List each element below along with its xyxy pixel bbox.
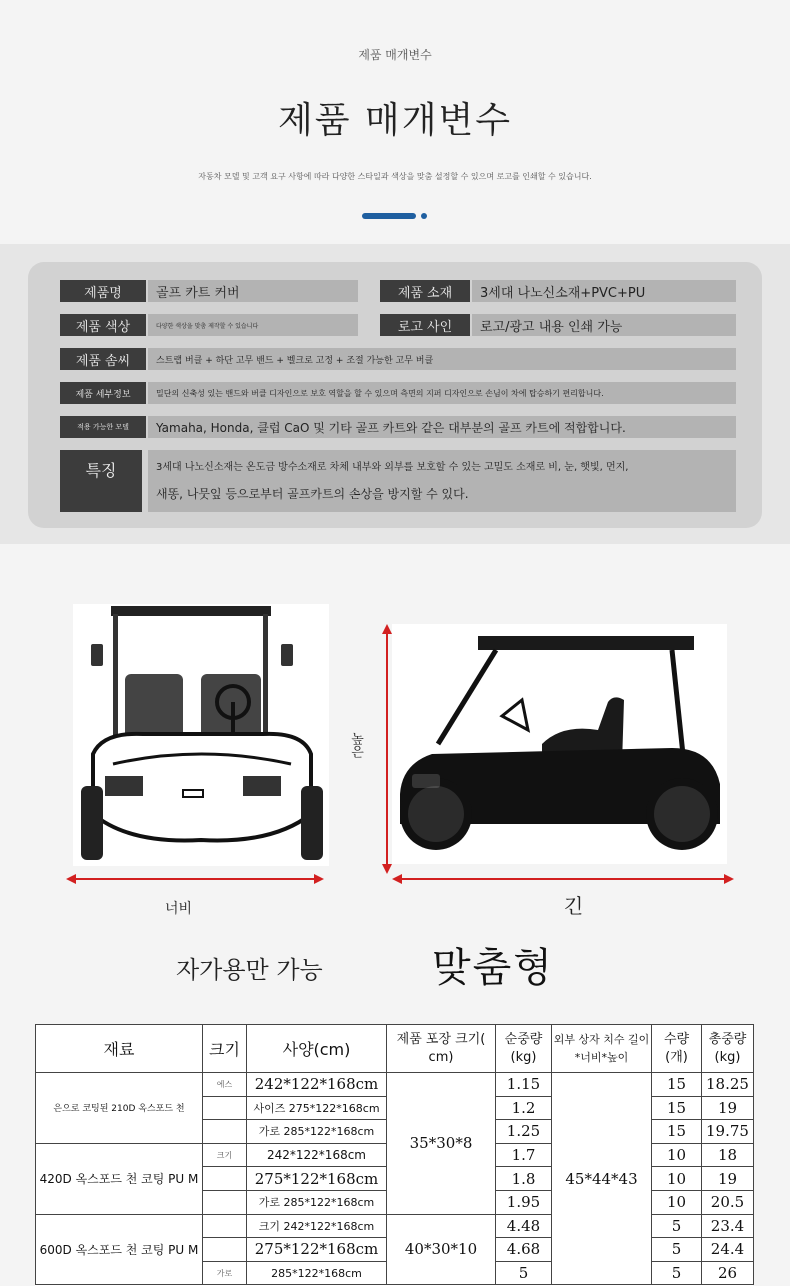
width-label: 너비	[165, 901, 193, 917]
section-description: 자동차 모델 및 고객 요구 사항에 따라 다양한 스타일과 색상을 맞춤 설정할 수 있으며 로고를 인쇄할 수 있습니다.	[198, 172, 592, 181]
spec-cell: 크기 242*122*168cm	[247, 1214, 387, 1238]
quantity-cell: 5	[652, 1238, 702, 1262]
spec-cell: 가로 285*122*168cm	[247, 1190, 387, 1214]
fit-label: 적용 가능한 모델	[60, 416, 146, 438]
header-quantity: 수량 (개)	[652, 1025, 702, 1073]
accent-bar	[362, 213, 416, 219]
spec-cell: 가로 285*122*168cm	[247, 1120, 387, 1144]
gross-weight-cell: 20.5	[702, 1190, 754, 1214]
header-outer-box: 외부 상자 치수 길이*너비*높이	[552, 1025, 652, 1073]
gross-weight-cell: 19	[702, 1096, 754, 1120]
height-label: 높은	[348, 732, 363, 758]
product-name-label: 제품명	[60, 280, 146, 302]
gross-weight-cell: 19	[702, 1167, 754, 1191]
size-cell: 가로	[203, 1261, 247, 1285]
color-value: 다양한 색상을 맞춤 제작할 수 있습니다	[148, 314, 358, 336]
header-spec: 사양(cm)	[247, 1025, 387, 1073]
height-arrow	[380, 624, 394, 874]
quantity-cell: 15	[652, 1120, 702, 1144]
feature-value	[148, 450, 736, 512]
spec-table-wrapper	[35, 1024, 753, 1286]
gross-weight-cell: 19.75	[702, 1120, 754, 1144]
dimension-diagrams	[0, 544, 790, 1024]
header-material: 재료	[36, 1025, 203, 1073]
net-weight-cell: 1.7	[496, 1143, 552, 1167]
front-view-panel	[73, 604, 329, 866]
length-arrow	[392, 872, 734, 886]
net-weight-cell: 1.25	[496, 1120, 552, 1144]
quantity-cell: 15	[652, 1073, 702, 1097]
craft-value: 스트랩 버클 + 하단 고무 밴드 + 벨크로 고정 + 조절 가능한 고무 버클	[148, 348, 736, 370]
slogan-private-use: 자가용만 가능	[176, 956, 323, 984]
size-cell	[203, 1238, 247, 1262]
header-net-weight: 순중량 (kg)	[496, 1025, 552, 1073]
package-cell: 35*30*8	[387, 1073, 496, 1215]
size-cell: 에스	[203, 1073, 247, 1097]
feature-line-2: 새똥, 나뭇잎 등으로부터 골프카트의 손상을 방지할 수 있다.	[156, 487, 469, 501]
gross-weight-cell: 24.4	[702, 1238, 754, 1262]
spec-cell: 275*122*168cm	[247, 1238, 387, 1262]
material-cell: 420D 옥스포드 천 코팅 PU M	[36, 1143, 203, 1214]
net-weight-cell: 1.15	[496, 1073, 552, 1097]
gross-weight-cell: 23.4	[702, 1214, 754, 1238]
net-weight-cell: 4.48	[496, 1214, 552, 1238]
page-title: 제품 매개변수	[277, 100, 513, 141]
quantity-cell: 10	[652, 1167, 702, 1191]
gross-weight-cell: 18	[702, 1143, 754, 1167]
net-weight-cell: 5	[496, 1261, 552, 1285]
material-cell: 600D 옥스포드 천 코팅 PU M	[36, 1214, 203, 1285]
size-cell	[203, 1096, 247, 1120]
craft-label: 제품 솜씨	[60, 348, 146, 370]
slogan-custom: 맞춤형	[432, 945, 554, 991]
size-cell: 크기	[203, 1143, 247, 1167]
net-weight-cell: 1.8	[496, 1167, 552, 1191]
spec-card	[28, 262, 762, 528]
size-cell	[203, 1190, 247, 1214]
gross-weight-cell: 18.25	[702, 1073, 754, 1097]
header-size: 크기	[203, 1025, 247, 1073]
header-package: 제품 포장 크기( cm)	[387, 1025, 496, 1073]
spec-cell: 285*122*168cm	[247, 1261, 387, 1285]
table-row	[36, 1073, 754, 1097]
spec-section	[0, 244, 790, 544]
net-weight-cell: 1.2	[496, 1096, 552, 1120]
spec-cell: 사이즈 275*122*168cm	[247, 1096, 387, 1120]
section-subtitle: 제품 매개변수	[358, 48, 432, 62]
length-label: 긴	[564, 894, 584, 918]
net-weight-cell: 4.68	[496, 1238, 552, 1262]
width-arrow	[66, 872, 324, 886]
net-weight-cell: 1.95	[496, 1190, 552, 1214]
spec-cell: 275*122*168cm	[247, 1167, 387, 1191]
quantity-cell: 10	[652, 1190, 702, 1214]
size-cell	[203, 1214, 247, 1238]
quantity-cell: 5	[652, 1214, 702, 1238]
color-label: 제품 색상	[60, 314, 146, 336]
spec-cell: 242*122*168cm	[247, 1073, 387, 1097]
spec-cell: 242*122*168cm	[247, 1143, 387, 1167]
material-label: 제품 소재	[380, 280, 470, 302]
gross-weight-cell: 26	[702, 1261, 754, 1285]
quantity-cell: 5	[652, 1261, 702, 1285]
header-gross-weight: 총중량 (kg)	[702, 1025, 754, 1073]
product-name-value: 골프 카트 커버	[148, 280, 358, 302]
outer-box-cell: 45*44*43	[552, 1073, 652, 1285]
material-cell: 은으로 코팅된 210D 옥스포드 천	[36, 1073, 203, 1144]
fit-value: Yamaha, Honda, 클럽 CaO 및 기타 골프 카트와 같은 대부분의 골프 카트에 적합합니다.	[148, 416, 736, 438]
logo-label: 로고 사인	[380, 314, 470, 336]
front-cart-illustration	[73, 604, 329, 866]
header-section	[0, 0, 790, 244]
size-cell	[203, 1167, 247, 1191]
logo-value: 로고/광고 내용 인쇄 가능	[472, 314, 736, 336]
spec-table	[35, 1024, 754, 1285]
material-value: 3세대 나노신소재+PVC+PU	[472, 280, 736, 302]
side-view-panel	[392, 624, 727, 864]
accent-dot	[421, 213, 427, 219]
quantity-cell: 10	[652, 1143, 702, 1167]
detail-value: 밀단의 신축성 있는 밴드와 버클 디자인으로 보호 역할을 할 수 있으며 측면의 지퍼 디자인으로 손님이 차에 탑승하기 편리합니다.	[148, 382, 736, 404]
size-cell	[203, 1120, 247, 1144]
quantity-cell: 15	[652, 1096, 702, 1120]
feature-line-1: 3세대 나노신소재는 온도금 방수소재로 차체 내부와 외부를 보호할 수 있는 고밀도 소재로 비, 눈, 햇빛, 먼지,	[156, 462, 629, 473]
detail-label: 제품 세부정보	[60, 382, 146, 404]
side-cart-illustration	[392, 624, 727, 864]
package-cell: 40*30*10	[387, 1214, 496, 1285]
feature-label: 특징	[60, 450, 142, 512]
